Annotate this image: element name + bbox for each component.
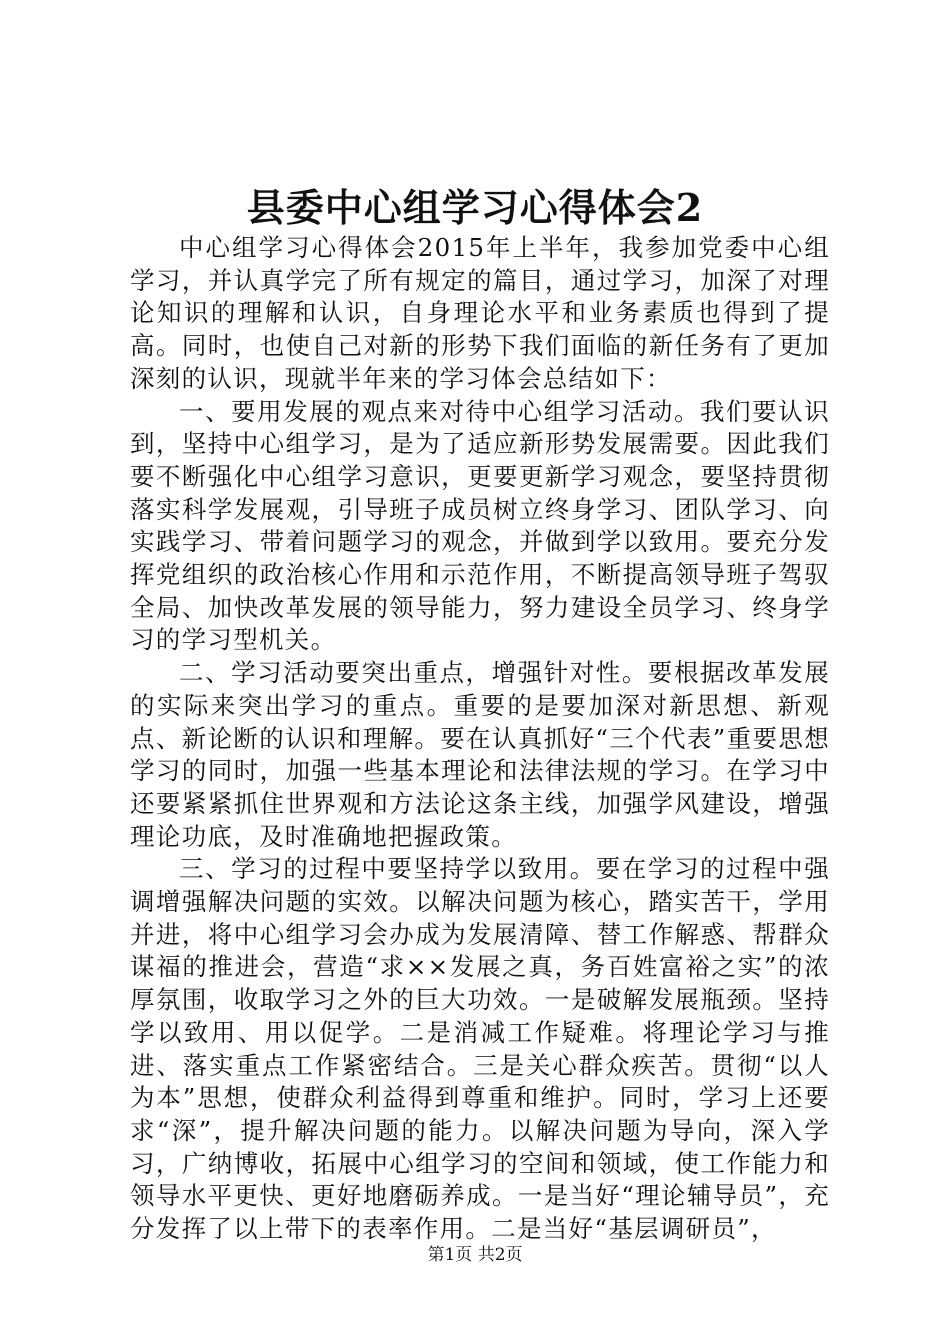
document-body [130, 232, 830, 1246]
paragraph-section-2: 二、学习活动要突出重点，增强针对性。要根据改革发展的实际来突出学习的重点。重要的是要加深对新思想、新观点、新论断的认识和理解。要在认真抓好“三个代表”重要思想学习的同时，加强一些基本理论和法律法规的学习。在学习中还要紧紧抓住世界观和方法论这条主线，加强学风建设，增强理论功底，及时准确地把握政策。 [130, 658, 830, 851]
page-footer: 第1页 共2页 [427, 1245, 523, 1265]
paragraph-intro: 中心组学习心得体会2015年上半年，我参加党委中心组学习，并认真学完了所有规定的篇目，通过学习，加深了对理论知识的理解和认识，自身理论水平和业务素质也得到了提高。同时，也使自己对新的形势下我们面临的新任务有了更加深刻的认识，现就半年来的学习体会总结如下： [130, 233, 830, 393]
paragraph-section-1: 一、要用发展的观点来对待中心组学习活动。我们要认识到，坚持中心组学习，是为了适应新形势发展需要。因此我们要不断强化中心组学习意识，更要更新学习观念，要坚持贯彻落实科学发展观，引导班子成员树立终身学习、团队学习、向实践学习、带着问题学习的观念，并做到学以致用。要充分发挥党组织的政治核心作用和示范作用，不断提高领导班子驾驭全局、加快改革发展的领导能力，努力建设全员学习、终身学习的学习型机关。 [130, 396, 830, 655]
paragraph-section-3: 三、学习的过程中要坚持学以致用。要在学习的过程中强调增强解决问题的实效。以解决问题为核心，踏实苦干，学用并进，将中心组学习会办成为发展清障、替工作解惑、帮群众谋福的推进会，营造“求××发展之真，务百姓富裕之实”的浓厚氛围，收取学习之外的巨大功效。一是破解发展瓶颈。坚持学以致用、用以促学。二是消减工作疑难。将理论学习与推进、落实重点工作紧密结合。三是关心群众疾苦。贯彻“以人为本”思想，使群众利益得到尊重和维护。同时，学习上还要求“深”，提升解决问题的能力。以解决问题为导向，深入学习，广纳博收，拓展中心组学习的空间和领域，使工作能力和领导水平更快、更好地磨砺养成。一是当好“理论辅导员”，充分发挥了以上带下的表率作用。二是当好“基层调研员”， [130, 854, 830, 1244]
document-title: 县委中心组学习心得体会2 [246, 185, 704, 230]
